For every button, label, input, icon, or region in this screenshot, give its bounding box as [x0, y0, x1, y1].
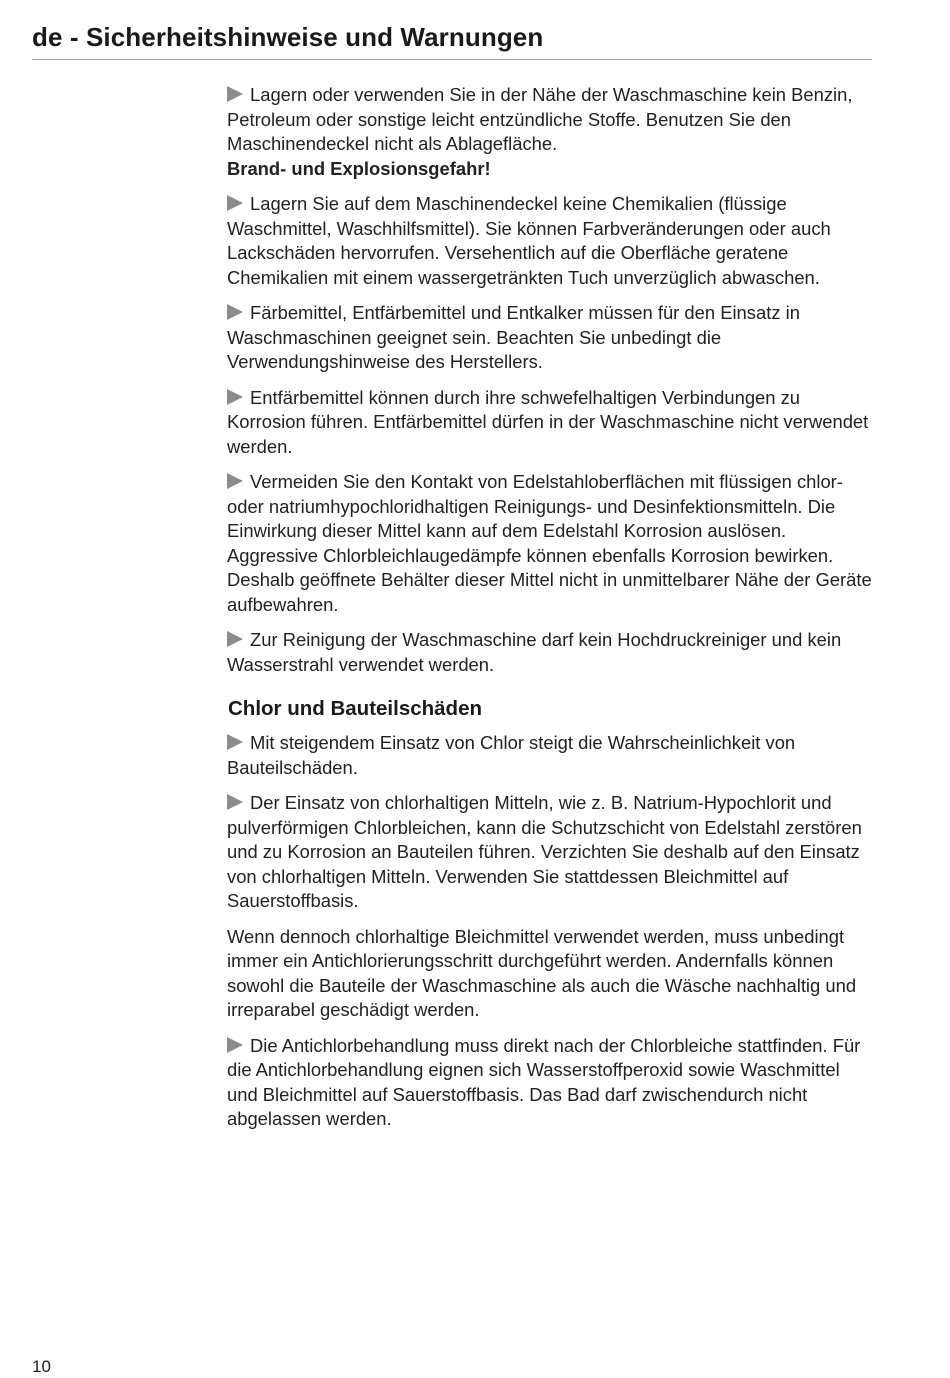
- paragraph-text: Entfärbemittel können durch ihre schwefelhaltigen Verbindungen zu Korrosion führen. Entfärbemittel dürfen in der Waschmaschine nicht verwendet werden.: [227, 386, 869, 457]
- arrow-right-icon: [227, 389, 243, 405]
- paragraph-text: Lagern Sie auf dem Maschinendeckel keine Chemikalien (flüssige Waschmittel, Waschhilfsmittel). Sie können Farbveränderungen oder auch Lackschäden hervorrufen. Versehentlich auf die Oberfläche geratene Chemikalien mit einem wassergetränkten Tuch unverzüglich abwaschen.: [227, 193, 831, 288]
- safety-paragraph: [227, 1034, 875, 1132]
- plain-paragraph: [227, 925, 875, 1023]
- arrow-right-icon: [227, 1037, 243, 1053]
- arrow-right-icon: [227, 631, 243, 647]
- arrow-right-icon: [227, 473, 243, 489]
- page-header: [32, 22, 872, 60]
- safety-paragraph: [227, 791, 875, 914]
- safety-paragraph: [227, 628, 875, 677]
- main-content: [227, 83, 875, 1143]
- arrow-right-icon: [227, 304, 243, 320]
- safety-paragraph: [227, 301, 875, 375]
- paragraph-text: Zur Reinigung der Waschmaschine darf kein Hochdruckreiniger und kein Wasserstrahl verwendet werden.: [227, 629, 842, 675]
- arrow-right-icon: [227, 734, 243, 750]
- paragraph-text: Der Einsatz von chlorhaltigen Mitteln, wie z. B. Natrium-Hypochlorit und pulverförmigen Chlorbleichen, kann die Schutzschicht von Edelstahl zerstören und zu Korrosion an Bauteilen führen. Verzichten Sie deshalb auf den Einsatz von chlorhaltigen Mitteln. Verwenden Sie stattdessen Bleichmittel auf Sauerstoffbasis.: [227, 792, 862, 911]
- arrow-right-icon: [227, 86, 243, 102]
- safety-paragraph: [227, 83, 875, 181]
- section-heading: Chlor und Bauteilschäden: [228, 697, 482, 720]
- arrow-right-icon: [227, 195, 243, 211]
- page-title: de - Sicherheitshinweise und Warnungen: [32, 22, 544, 52]
- warning-text: Brand- und Explosionsgefahr!: [227, 157, 491, 179]
- paragraph-text: Vermeiden Sie den Kontakt von Edelstahloberflächen mit flüssigen chlor- oder natriumhypochloridhaltigen Reinigungs- und Desinfektionsmitteln. Die Einwirkung dieser Mittel kann auf dem Edelstahl Korrosion auslösen. Aggressive Chlorbleichlaugedämpfe können ebenfalls Korrosion bewirken. Deshalb geöffnete Behälter dieser Mittel nicht in unmittelbarer Nähe der Geräte aufbewahren.: [227, 471, 872, 615]
- page-number: 10: [32, 1357, 51, 1376]
- arrow-right-icon: [227, 794, 243, 810]
- paragraph-text: Wenn dennoch chlorhaltige Bleichmittel verwendet werden, muss unbedingt immer ein Antichlorierungsschritt durchgeführt werden. Andernfalls können sowohl die Bauteile der Waschmaschine als auch die Wäsche nachhaltig und irreparabel geschädigt werden.: [227, 925, 857, 1020]
- safety-paragraph: [227, 192, 875, 290]
- safety-paragraph: [227, 386, 875, 460]
- paragraph-text: Färbemittel, Entfärbemittel und Entkalker müssen für den Einsatz in Waschmaschinen geeignet sein. Beachten Sie unbedingt die Verwendungshinweise des Herstellers.: [227, 302, 800, 372]
- safety-paragraph: [227, 470, 875, 617]
- safety-paragraph: [227, 731, 875, 780]
- paragraph-text: Die Antichlorbehandlung muss direkt nach der Chlorbleiche stattfinden. Für die Antichlorbehandlung eignen sich Wasserstoffperoxid sowie Waschmittel und Bleichmittel auf Sauerstoffbasis. Das Bad darf zwischendurch nicht abgelassen werden.: [227, 1034, 861, 1129]
- paragraph-text: Mit steigendem Einsatz von Chlor steigt die Wahrscheinlichkeit von Bauteilschäden.: [227, 732, 796, 778]
- paragraph-text: Lagern oder verwenden Sie in der Nähe der Waschmaschine kein Benzin, Petroleum oder sonstige leicht entzündliche Stoffe. Benutzen Sie den Maschinendeckel nicht als Ablagefläche.: [227, 84, 853, 154]
